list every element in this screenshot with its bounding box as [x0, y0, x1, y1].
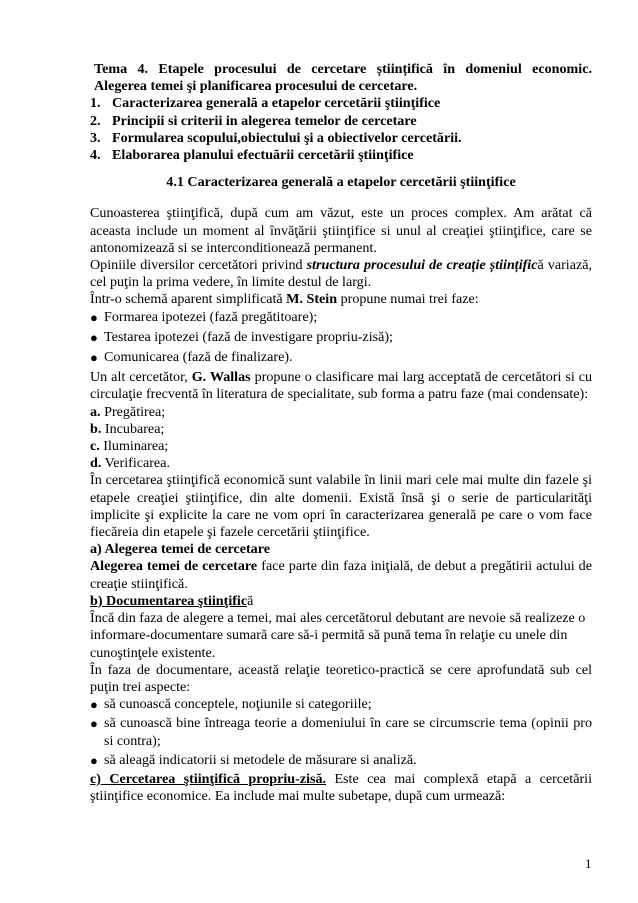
list-item: [90, 715, 592, 749]
text-run: face parte din faza iniţială, de debut a pregătirii actului de creaţie stiinţifică.: [90, 558, 592, 592]
emphasis-text: Alegerea temei de cercetare: [90, 558, 258, 575]
emphasis-text: structura procesului de creație științific: [306, 257, 538, 274]
text-run: Într-o schemă aparent simplificată: [90, 291, 287, 308]
paragraph-opinions: [90, 257, 592, 291]
list-item-text: să cunoască bine întreaga teorie a domeniului în care se circumscrie tema (opinii pro si contra);: [104, 715, 592, 749]
list-item: [90, 329, 592, 346]
topic-title-line2: Alegerea temei şi planificarea procesului de cercetare.: [94, 78, 418, 95]
paragraph-topic-choice: [90, 558, 592, 592]
list-letter: d.: [90, 455, 102, 472]
list-letter: b.: [90, 420, 102, 437]
list-item-text: Formarea ipotezei (fază pregătitoare);: [104, 308, 318, 325]
list-letter: a.: [90, 403, 101, 420]
list-item-text: să cunoască conceptele, noţiunile si categoriile;: [104, 696, 372, 713]
subsection-a-heading: a) Alegerea temei de cercetare: [90, 541, 270, 558]
text-run: ă variază, cel puţin la prima vedere, în limite destul de largi.: [90, 257, 593, 291]
toc-number: 3.: [90, 129, 101, 146]
bullet-icon: ●: [90, 697, 98, 713]
paragraph-documentation-1: Încă din faza de alegere a temei, mai ales cercetătorul debutant are nevoie să realizeze o informare-documentare sumară care să-i permită să pună tema în relaţie cu unele din cunoştinţele existente.: [90, 610, 586, 661]
paragraph-research-proper: [90, 771, 592, 805]
list-item: [90, 349, 592, 366]
heading-text: b) Documentarea ştiinţific: [90, 592, 248, 609]
bullet-icon: ●: [90, 309, 98, 325]
section-title: 4.1 Caracterizarea generală a etapelor cercetării ştiinţifice: [166, 174, 516, 191]
documentation-aspects-list: [90, 696, 592, 769]
paragraph-documentation-2: În faza de documentare, această relaţie teoretico-practică se cere aprofundată sub cel puţin trei aspecte:: [90, 661, 592, 695]
bullet-icon: ●: [90, 350, 98, 366]
paragraph-intro: Cunoasterea ştiinţifică, după cum am văzut, este un proces complex. Am arătat că aceasta include un moment al învăţării ştiinţifice si unul al creaţiei ştiinţifice, care se antonomizează si se interconditionează permanent.: [90, 205, 592, 256]
heading-tail: ă: [247, 592, 254, 609]
list-item: [90, 696, 592, 713]
toc-text: Caracterizarea generală a etapelor cercetării ştiinţifice: [112, 95, 441, 112]
table-of-contents: [90, 95, 592, 164]
bullet-icon: ●: [90, 716, 98, 732]
toc-text: Elaborarea planului efectuării cercetării ştiinţifice: [112, 147, 414, 164]
subsection-b-heading: [90, 593, 592, 610]
list-item-text: Incubarea;: [101, 420, 165, 437]
list-item: [90, 752, 592, 769]
list-item-text: Comunicarea (fază de finalizare).: [104, 349, 293, 366]
wallas-phases-list: [90, 404, 592, 473]
text-run: Opiniile diversilor cercetători privind: [90, 257, 307, 274]
list-item: [90, 438, 592, 455]
list-item: [90, 421, 592, 438]
toc-item: [90, 130, 592, 147]
toc-item: [90, 147, 592, 164]
toc-text: Principii si criterii in alegerea temelor de cercetare: [112, 112, 417, 129]
toc-item: [90, 95, 592, 112]
paragraph-stein: [90, 291, 592, 308]
topic-title-line1: Tema 4. Etapele procesului de cercetare științifică în domeniul economic.: [94, 61, 592, 77]
page-content: [90, 61, 592, 805]
paragraph-wallas: [90, 369, 592, 403]
text-run: propune numai trei faze:: [337, 291, 479, 308]
list-item: [90, 455, 592, 472]
text-run: propune o clasificare mai larg acceptată de cercetători si cu circulaţie frecventă în literatura de specialitate, sub forma a patru faze (mai condensate):: [90, 369, 593, 403]
list-item-text: Pregătirea;: [100, 403, 166, 420]
list-item-text: Iluminarea;: [99, 438, 169, 455]
list-item: [90, 309, 592, 326]
heading-text: c) Cercetarea ştiinţifică propriu-zisă.: [90, 770, 327, 787]
list-item: [90, 404, 592, 421]
author-name: M. Stein: [286, 291, 338, 308]
text-run: Este cea mai complexă etapă a cercetării ştiinţifice economice. Ea include mai multe subetape, după cum urmează:: [90, 770, 593, 805]
toc-number: 2.: [90, 112, 101, 129]
stein-phases-list: [90, 309, 592, 367]
list-letter: c.: [90, 438, 100, 455]
list-item-text: să aleagă indicatorii si metodele de măsurare si analiză.: [104, 751, 417, 768]
author-name: G. Wallas: [191, 369, 251, 386]
text-run: Un alt cercetător,: [90, 369, 192, 386]
bullet-icon: ●: [90, 329, 98, 345]
page-number: 1: [585, 856, 592, 871]
list-item-text: Verificarea.: [101, 455, 170, 472]
toc-item: [90, 113, 592, 130]
bullet-icon: ●: [90, 752, 98, 768]
toc-text: Formularea scopului,obiectului şi a obiectivelor cercetării.: [112, 129, 462, 146]
toc-number: 1.: [90, 95, 101, 112]
toc-number: 4.: [90, 147, 101, 164]
list-item-text: Testarea ipotezei (fază de investigare propriu-zisă);: [104, 328, 393, 345]
paragraph-economic-research: În cercetarea ştiinţifică economică sunt valabile în linii mari cele mai multe din fazele şi etapele creaţiei ştiinţifice, din alte domenii. Există însă şi o serie de particularităţi implicite şi explicite la care ne vom opri în caracterizarea generală pe care o vom face fiecăreia din etapele şi fazele cercetării ştiinţifice.: [90, 472, 592, 541]
